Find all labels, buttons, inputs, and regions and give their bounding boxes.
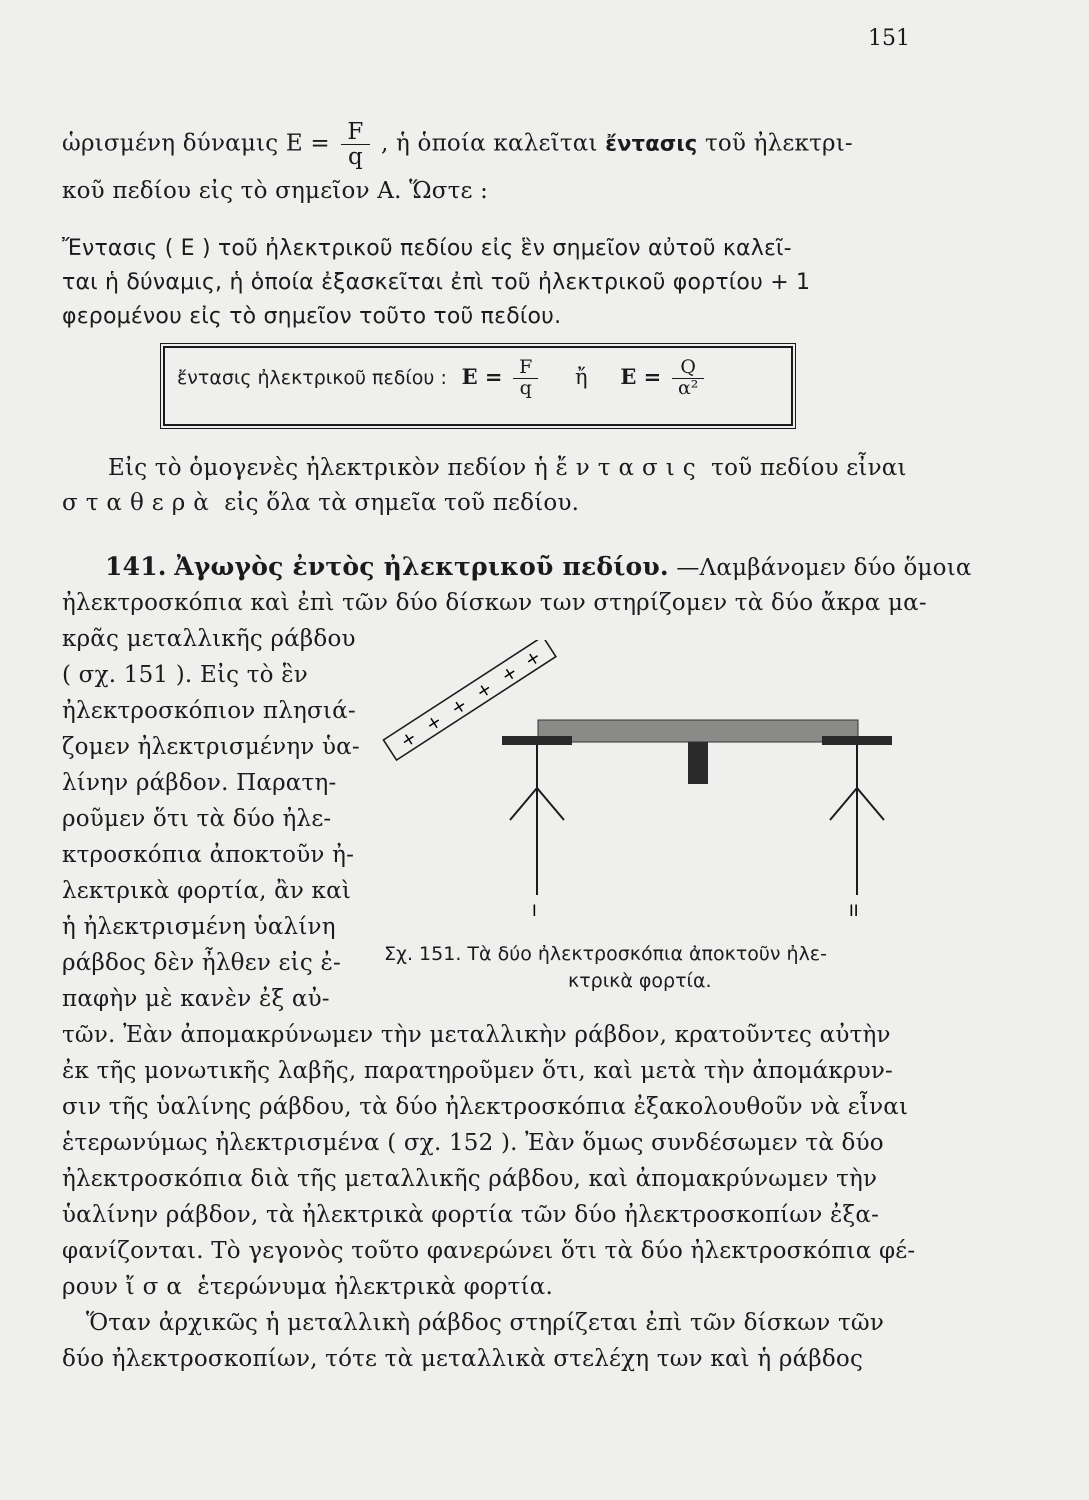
- fraction-q-over-alpha2: [672, 358, 704, 399]
- section-line-21: [62, 1274, 553, 1300]
- section-line-5: ἠλεκτροσκόπιον πλησιά-: [62, 698, 356, 724]
- definition-line-2: ται ἡ δύναμις, ἡ ὁποία ἐξασκεῖται ἐπὶ τοῦ ἠλεκτρικοῦ φορτίου + 1: [62, 270, 811, 295]
- section-title: Ἀγωγὸς ἐντὸς ἠλεκτρικοῦ πεδίου.: [174, 552, 669, 581]
- section-line-10: λεκτρικὰ φορτία, ἂν καὶ: [62, 878, 352, 904]
- figure-caption-line-2: κτρικὰ φορτία.: [568, 970, 712, 992]
- p2-text: Εἰς τὸ ὁμογενὲς ἠλεκτρικὸν πεδίον ἡ: [108, 455, 548, 481]
- section-text: ἑτερώνυμα ἠλεκτρικὰ φορτία.: [197, 1274, 554, 1300]
- p1-line-1: [62, 120, 853, 169]
- fraction-numerator: F: [513, 358, 538, 379]
- section-line-15: ἐκ τῆς μονωτικῆς λαβῆς, παρατηροῦμεν ὅτι, καὶ μετὰ τὴν ἀπομάκρυν-: [62, 1058, 894, 1084]
- page-number: 151: [868, 26, 910, 51]
- fraction-denominator: q: [347, 144, 363, 171]
- fraction-numerator: Q: [672, 358, 704, 379]
- plus-sign: +: [497, 661, 522, 688]
- insulating-handle: [688, 742, 708, 784]
- left-leaf-b: [537, 788, 564, 820]
- p2-line-1: [108, 455, 907, 481]
- formula-e2: E =: [620, 363, 662, 389]
- fraction-numerator: F: [341, 120, 369, 145]
- p2-text: εἰς ὅλα τὰ σημεῖα τοῦ πεδίου.: [224, 490, 580, 516]
- section-spaced-term: ἴσα: [125, 1274, 190, 1300]
- definition-line-1: Ἔντασις ( E ) τοῦ ἠλεκτρικοῦ πεδίου εἰς ἓν σημεῖον αὐτοῦ καλεῖ-: [62, 236, 792, 261]
- section-text: ρουν: [62, 1274, 119, 1300]
- formula-row: [177, 358, 708, 399]
- plus-sign: +: [421, 710, 447, 737]
- figure-caption-line-1: Σχ. 151. Τὰ δύο ἠλεκτροσκόπια ἀποκτοῦν ἠλε-: [384, 943, 827, 965]
- p2-spaced-term: ἔντασις: [555, 455, 704, 481]
- section-line-20: φανίζονται. Τὸ γεγονὸς τοῦτο φανερώνει ὅτι τὰ δύο ἠλεκτροσκόπια φέ-: [62, 1238, 916, 1264]
- fraction-denominator: α²: [677, 376, 699, 399]
- plus-sign: +: [447, 693, 472, 720]
- section-line-11: ἡ ἠλεκτρισμένη ὑαλίνη: [62, 914, 336, 940]
- section-line-7: λίνην ράβδον. Παρατη-: [62, 770, 337, 796]
- p2-spaced-term: σταθερὰ: [62, 490, 217, 516]
- p2-line-2: [62, 490, 579, 516]
- plus-sign: +: [472, 677, 497, 704]
- right-leaf-a: [830, 788, 857, 820]
- label-right: II: [849, 901, 859, 920]
- right-leaf-b: [857, 788, 884, 820]
- section-line-13: παφὴν μὲ κανὲν ἐξ αὐ-: [62, 986, 330, 1012]
- section-line-8: ροῦμεν ὅτι τὰ δύο ἠλε-: [62, 806, 332, 832]
- left-leaf-a: [510, 788, 537, 820]
- p1-text: , ἡ ὁποία καλεῖται: [381, 130, 598, 157]
- fraction-denominator: q: [519, 376, 532, 399]
- metal-rod: [538, 720, 858, 742]
- section-line-12: ράβδος δὲν ἦλθεν εἰς ἐ-: [62, 950, 341, 976]
- left-disc: [502, 736, 572, 745]
- label-left: I: [532, 901, 537, 920]
- section-line-3: κρᾶς μεταλλικῆς ράβδου: [62, 626, 356, 652]
- right-disc: [822, 736, 892, 745]
- section-line-23: δύο ἠλεκτροσκοπίων, τότε τὰ μεταλλικὰ στελέχη των καὶ ἡ ράβδος: [62, 1346, 864, 1372]
- plus-sign: +: [396, 726, 421, 753]
- section-heading-line: [105, 552, 972, 581]
- p1-line-2: κοῦ πεδίου εἰς τὸ σημεῖον A. Ὥστε :: [62, 178, 489, 204]
- p1-text: ὡρισμένη δύναμις E =: [62, 130, 330, 157]
- formula-e1: E =: [461, 363, 503, 389]
- section-number: 141.: [105, 552, 167, 581]
- figure-151-electroscopes: [360, 640, 920, 940]
- fraction-f-over-q: [341, 120, 369, 169]
- section-line-16: σιν τῆς ὑαλίνης ράβδου, τὰ δύο ἠλεκτροσκόπια ἐξακολουθοῦν νὰ εἶναι: [62, 1094, 909, 1120]
- plus-sign: +: [520, 645, 546, 672]
- section-line-6: ζομεν ἠλεκτρισμένην ὑα-: [62, 734, 360, 760]
- formula-or: ἤ: [575, 364, 588, 389]
- p1-text: τοῦ ἠλεκτρι-: [704, 130, 853, 157]
- section-line-19: ὑαλίνην ράβδον, τὰ ἠλεκτρικὰ φορτία τῶν δύο ἠλεκτροσκοπίων ἐξα-: [62, 1202, 880, 1228]
- section-line-17: ἑτερωνύμως ἠλεκτρισμένα ( σχ. 152 ). Ἐὰν ὅμως συνδέσωμεν τὰ δύο: [62, 1130, 884, 1156]
- term-entasis: ἔντασις: [605, 131, 698, 156]
- section-line-22: Ὅταν ἀρχικῶς ἡ μεταλλικὴ ράβδος στηρίζεται ἐπὶ τῶν δίσκων τῶν: [86, 1310, 885, 1336]
- formula-label: ἔντασις ἠλεκτρικοῦ πεδίου :: [177, 366, 447, 389]
- p2-text: τοῦ πεδίου εἶναι: [711, 455, 907, 481]
- fraction-f-over-q-box: [513, 358, 538, 399]
- formula-box: [163, 346, 793, 426]
- section-line-18: ἠλεκτροσκόπια διὰ τῆς μεταλλικῆς ράβδου, καὶ ἀπομακρύνωμεν τὴν: [62, 1166, 878, 1192]
- section-line-4: ( σχ. 151 ). Εἰς τὸ ἓν: [62, 662, 308, 688]
- section-line-2: ἠλεκτροσκόπια καὶ ἐπὶ τῶν δύο δίσκων των στηρίζομεν τὰ δύο ἄκρα μα-: [62, 590, 927, 616]
- section-line-14: τῶν. Ἐὰν ἀπομακρύνωμεν τὴν μεταλλικὴν ράβδον, κρατοῦντες αὐτὴν: [62, 1022, 891, 1048]
- section-line-9: κτροσκόπια ἀποκτοῦν ἠ-: [62, 842, 355, 868]
- definition-line-3: φερομένου εἰς τὸ σημεῖον τοῦτο τοῦ πεδίου.: [62, 304, 562, 329]
- section-text: —Λαμβάνομεν δύο ὅμοια: [676, 555, 972, 581]
